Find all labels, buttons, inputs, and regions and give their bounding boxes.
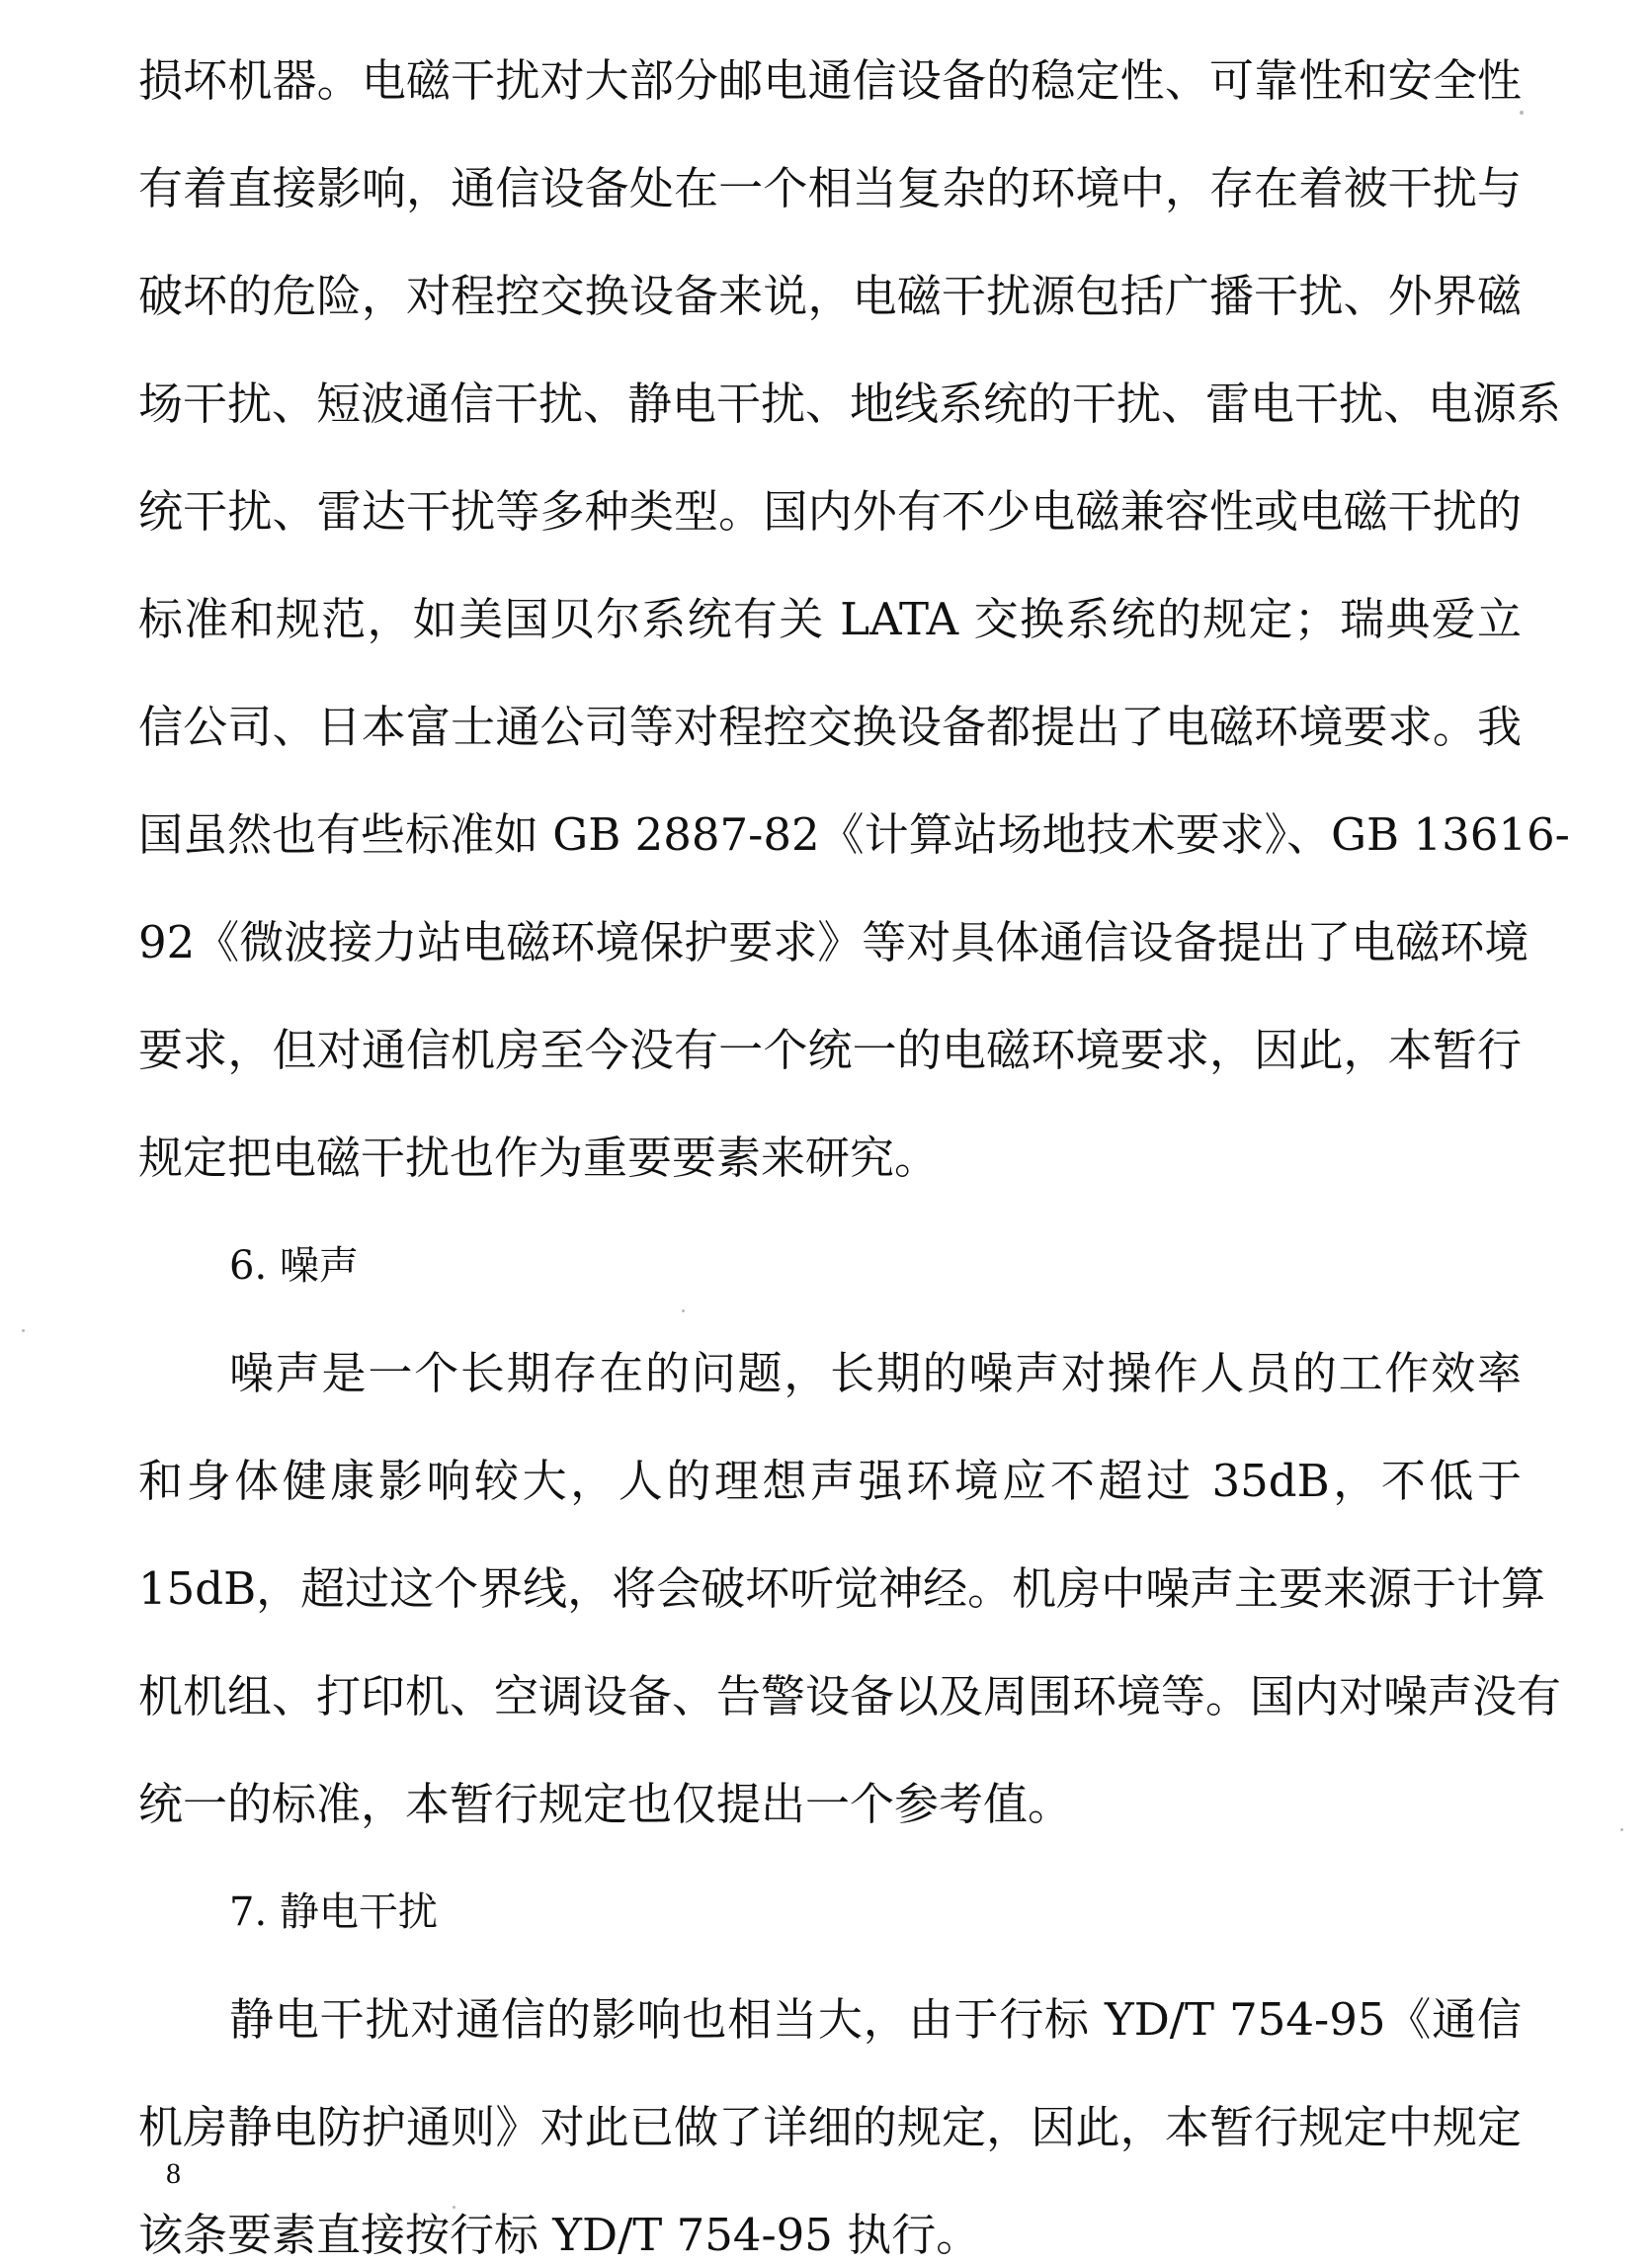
text-line: 统一的标准，本暂行规定也仅提出一个参考值。 [138, 1778, 1073, 1830]
text-line: 信公司、日本富士通公司等对程控交换设备都提出了电磁环境要求。我 [138, 701, 1522, 753]
text-line: 破坏的危险，对程控交换设备来说，电磁干扰源包括广播干扰、外界磁 [138, 270, 1522, 322]
scan-speck [22, 1329, 25, 1332]
scan-speck [1620, 1828, 1623, 1831]
page-number: 8 [166, 2157, 181, 2190]
text-line: 损坏机器。电磁干扰对大部分邮电通信设备的稳定性、可靠性和安全性 [138, 54, 1522, 107]
text-line: 机机组、打印机、空调设备、告警设备以及周围环境等。国内对噪声没有 [138, 1670, 1562, 1722]
text-line: 规定把电磁干扰也作为重要要素来研究。 [138, 1132, 940, 1184]
section-heading-static: 7. 静电干扰 [229, 1889, 438, 1935]
text-line: 92《微波接力站电磁环境保护要求》等对具体通信设备提出了电磁环境 [138, 916, 1529, 968]
text-line: 标准和规范，如美国贝尔系统有关 LATA 交换系统的规定；瑞典爱立 [138, 593, 1522, 645]
text-line: 该条要素直接按行标 YD/T 754-95 执行。 [138, 2209, 981, 2261]
text-line: 机房静电防护通则》对此已做了详细的规定，因此，本暂行规定中规定 [138, 2101, 1522, 2153]
scan-speck [682, 1309, 685, 1312]
text-line: 静电干扰对通信的影响也相当大，由于行标 YD/T 754-95《通信 [229, 1993, 1522, 2046]
text-line: 要求，但对通信机房至今没有一个统一的电磁环境要求，因此，本暂行 [138, 1024, 1522, 1076]
text-line: 统干扰、雷达干扰等多种类型。国内外有不少电磁兼容性或电磁干扰的 [138, 485, 1522, 538]
section-heading-noise: 6. 噪声 [229, 1243, 359, 1289]
text-line: 有着直接影响，通信设备处在一个相当复杂的环境中，存在着被干扰与 [138, 162, 1522, 214]
text-line: 和身体健康影响较大，人的理想声强环境应不超过 35dB，不低于 [138, 1455, 1522, 1507]
text-line: 噪声是一个长期存在的问题，长期的噪声对操作人员的工作效率 [229, 1347, 1522, 1399]
text-line: 国虽然也有些标准如 GB 2887-82《计算站场地技术要求》、GB 13616- [138, 808, 1570, 861]
text-line: 场干扰、短波通信干扰、静电干扰、地线系统的干扰、雷电干扰、电源系 [138, 378, 1562, 430]
text-line: 15dB，超过这个界线，将会破坏听觉神经。机房中噪声主要来源于计算 [138, 1562, 1546, 1615]
